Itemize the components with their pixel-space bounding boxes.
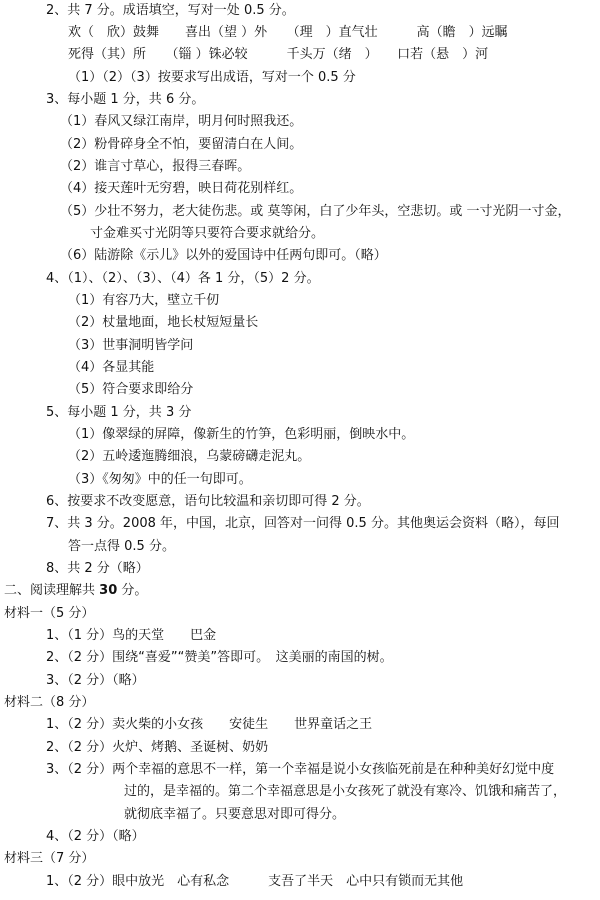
q4-item-4: （4）各显其能 [68, 360, 155, 375]
q3-item-2: （2）粉骨碎身全不怕，要留清白在人间。 [60, 137, 303, 152]
material-3-heading: 材料三（7 分） [4, 851, 95, 866]
q4-header: 4、（1）、（2）、（3）、（4）各 1 分，（5）2 分。 [46, 271, 320, 286]
q3-item-3: （2）谁言寸草心，报得三春晖。 [60, 159, 251, 174]
q4-item-3: （3）世事洞明皆学问 [68, 338, 194, 353]
q4-item-2: （2）杖量地面，地长杖短短量长 [68, 315, 259, 330]
q7-line-cont: 答一点得 0.5 分。 [68, 539, 175, 554]
q3-item-5-cont: 寸金难买寸光阴等只要符合要求就给分。 [90, 226, 325, 241]
m2-item-1: 1、（2 分）卖火柴的小女孩 安徒生 世界童话之王 [46, 717, 373, 732]
m1-item-3: 3、（2 分）（略） [46, 673, 145, 688]
q3-item-4: （4）接天莲叶无穷碧，映日荷花别样红。 [60, 181, 303, 196]
m2-item-3-cont2: 就彻底幸福了。只要意思对即可得分。 [124, 807, 346, 822]
q5-item-2: （2）五岭逶迤腾细浪，乌蒙磅礴走泥丸。 [68, 449, 311, 464]
q3-item-5: （5）少壮不努力，老大徒伤悲。或 莫等闲，白了少年头，空悲切。或 一寸光阴一寸金， [60, 204, 571, 219]
q5-header: 5、每小题 1 分，共 3 分 [46, 405, 192, 420]
m1-item-1: 1、（1 分）鸟的天堂 巴金 [46, 628, 217, 643]
section-2-score: 30 [99, 583, 118, 598]
q4-item-5: （5）符合要求即给分 [68, 382, 194, 397]
q3-header: 3、每小题 1 分，共 6 分。 [46, 92, 205, 107]
material-2-heading: 材料二（8 分） [4, 695, 95, 710]
q5-item-1: （1）像翠绿的屏障，像新生的竹笋，色彩明丽，倒映水中。 [68, 427, 415, 442]
m1-item-2: 2、（2 分）围绕“喜爱”“赞美”答即可。 这美丽的南国的树。 [46, 650, 393, 665]
q2-note: （1）（2）（3）按要求写出成语，写对一个 0.5 分 [68, 70, 356, 85]
q4-item-1: （1）有容乃大，壁立千仞 [68, 293, 220, 308]
m2-item-3: 3、（2 分）两个幸福的意思不一样，第一个幸福是说小女孩临死前是在种种美好幻觉中度 [46, 762, 555, 777]
q7-line: 7、共 3 分。2008 年，中国，北京，回答对一问得 0.5 分。其他奥运会资料（略），每回 [46, 516, 560, 531]
q5-item-3: （3）《匆匆》中的任一句即可。 [68, 472, 252, 487]
q2-idioms-row1: 欢（ 欣）鼓舞 喜出（望 ）外 （理 ）直气壮 高（瞻 ）远瞩 [68, 25, 508, 40]
section-2-heading: 二、阅读理解共 30 分。 [4, 583, 148, 598]
q3-item-1: （1）春风又绿江南岸，明月何时照我还。 [60, 114, 303, 129]
m2-item-2: 2、（2 分）火炉、烤鹅、圣诞树、奶奶 [46, 740, 269, 755]
q3-item-6: （6）陆游除《示儿》以外的爱国诗中任两句即可。（略） [60, 248, 387, 263]
m2-item-4: 4、（2 分）（略） [46, 829, 145, 844]
m2-item-3-cont1: 过的，是幸福的。第二个幸福意思是小女孩死了就没有寒冷、饥饿和痛苦了， [124, 784, 567, 799]
material-1-heading: 材料一（5 分） [4, 606, 95, 621]
q2-idioms-row2: 死得（其）所 （锱 ）铢必较 千头万（绪 ） 口若（悬 ）河 [68, 47, 489, 62]
q8-line: 8、共 2 分（略） [46, 561, 149, 576]
q2-header: 2、共 7 分。成语填空，写对一处 0.5 分。 [46, 3, 295, 18]
m3-item-1: 1、（2 分）眼中放光 心有私念 支吾了半天 心中只有锁而无其他 [46, 874, 464, 889]
q6-line: 6、按要求不改变愿意，语句比较温和亲切即可得 2 分。 [46, 494, 370, 509]
